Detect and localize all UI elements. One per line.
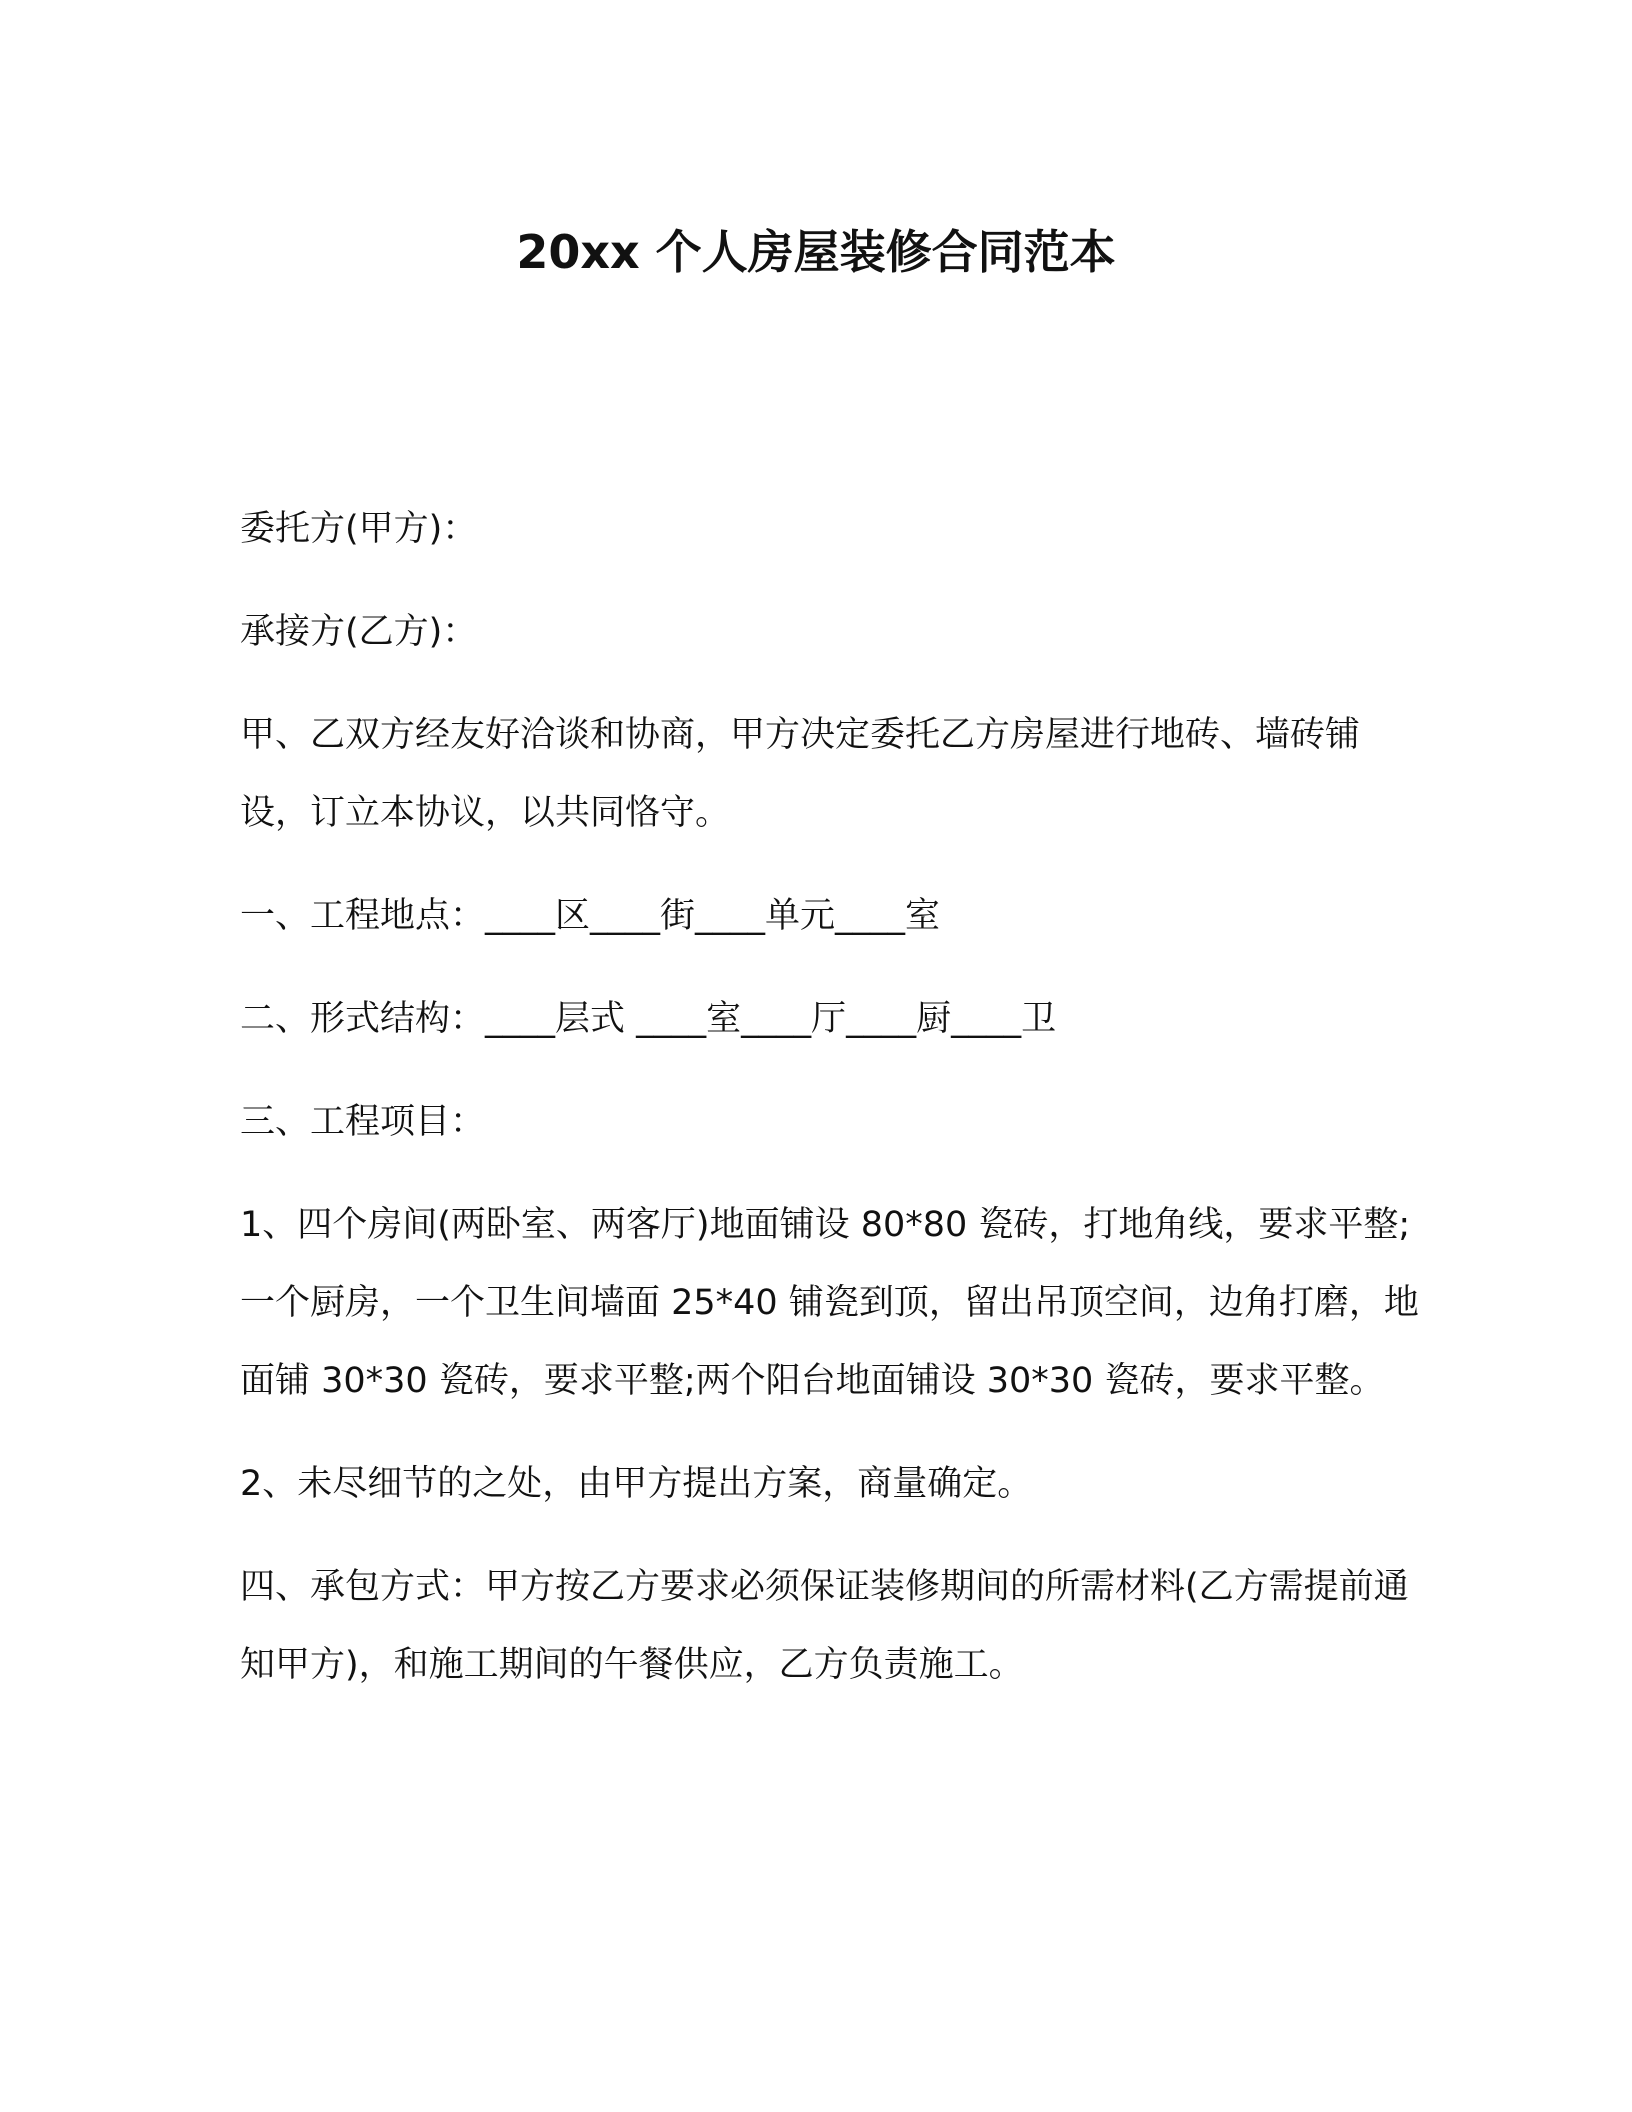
document-body [240,490,1420,1729]
section-structure: 二、形式结构：____层式 ____室____厅____厨____卫 [240,999,1057,1039]
section-items-heading: 三、工程项目： [240,1102,486,1142]
section-location: 一、工程地点：____区____街____单元____室 [240,896,941,936]
party-a-line: 委托方(甲方)： [240,509,478,549]
document-title: 20xx 个人房屋装修合同范本 [516,225,1116,279]
item-1-paragraph: 1、四个房间(两卧室、两客厅)地面铺设 80*80 瓷砖，打地角线，要求平整;一个厨房，一个卫生间墙面 25*40 铺瓷到顶，留出吊顶空间，边角打磨，地面铺 30*30 瓷砖，要求平整;两个阳台地面铺设 30*30 瓷砖，要求平整。 [240,1205,1419,1401]
item-2-paragraph: 2、未尽细节的之处，由甲方提出方案，商量确定。 [240,1464,1033,1504]
party-b-line: 承接方(乙方)： [240,612,478,652]
intro-paragraph: 甲、乙双方经友好洽谈和协商，甲方决定委托乙方房屋进行地砖、墙砖铺设，订立本协议，以共同恪守。 [240,715,1361,833]
section-contract-method: 四、承包方式：甲方按乙方要求必须保证装修期间的所需材料(乙方需提前通知甲方)，和施工期间的午餐供应，乙方负责施工。 [240,1567,1409,1685]
